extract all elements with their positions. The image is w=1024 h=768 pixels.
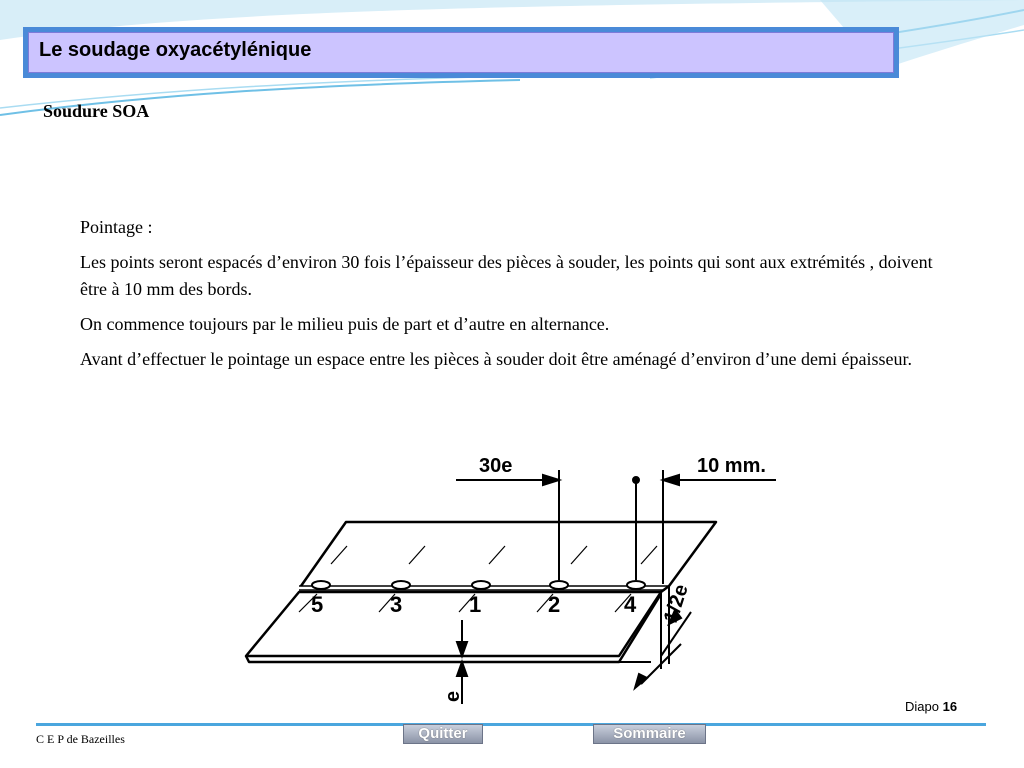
paragraph-spacing: Les points seront espacés d’environ 30 fois l’épaisseur des pièces à souder, les points qui sont aux extrémités , doivent être à 10 mm des bords. (80, 252, 933, 299)
dim-spacing-label: 30e (479, 455, 513, 477)
section-subtitle: Soudure SOA (43, 101, 150, 121)
body-text (80, 214, 950, 381)
dim-gap-label: 1/2e (659, 581, 693, 626)
slide-counter (905, 699, 957, 714)
point-label-5: 5 (311, 592, 324, 617)
summary-button[interactable]: Sommaire (593, 724, 706, 744)
paragraph-pointage: Pointage : (80, 217, 153, 237)
diagram-svg (171, 434, 857, 724)
paragraph-gap: Avant d’effectuer le pointage un espace entre les pièces à souder doit être aménagé d’environ d’une demi épaisseur. (80, 349, 912, 369)
tack-weld-diagram (171, 434, 857, 724)
slide-label: Diapo (905, 699, 939, 714)
title-bar (23, 27, 899, 78)
dim-thickness-label: e (442, 690, 464, 702)
paragraph-order: On commence toujours par le milieu puis de part et d’autre en alternance. (80, 314, 610, 334)
footer-divider (36, 723, 986, 726)
point-label-2: 2 (548, 592, 561, 617)
organization-name: C E P de Bazeilles (36, 732, 125, 746)
quit-button[interactable]: Quitter (403, 724, 483, 744)
slide-number: 16 (942, 699, 958, 714)
point-label-4: 4 (624, 592, 637, 617)
point-label-3: 3 (390, 592, 403, 617)
slide-title: Le soudage oxyacétylénique (28, 32, 894, 73)
point-label-1: 1 (469, 592, 482, 617)
dim-edge-label: 10 mm. (697, 455, 766, 477)
